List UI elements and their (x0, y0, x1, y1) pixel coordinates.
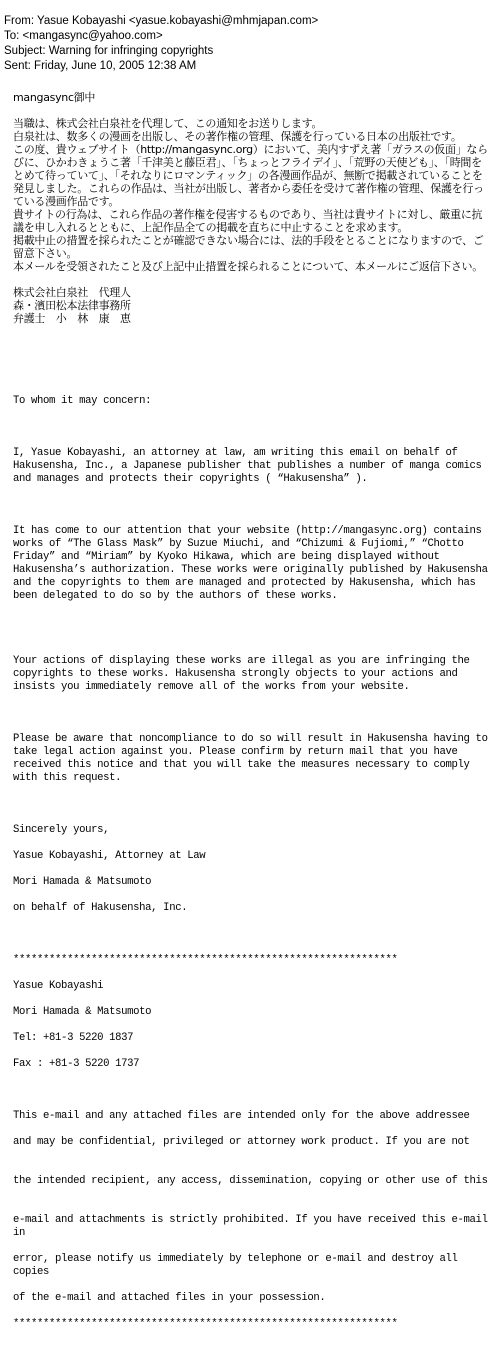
english-paragraph: Please be aware that noncompliance to do so will result in Hakusensha having to take legal action against you. Please confirm by return mail that you have received this notice and that you will take the measures necessary to comply with this request. (13, 733, 488, 784)
disclaimer-line: the intended recipient, any access, dissemination, copying or other use of this (13, 1175, 488, 1187)
disclaimer-line: error, please notify us immediately by telephone or e-mail and destroy all copies (13, 1253, 458, 1278)
english-signature-firm: Mori Hamada & Matsumoto (13, 876, 152, 888)
jp-paragraph: 当職は、株式会社白泉社を代理して、この通知をお送りします。 (13, 117, 323, 130)
english-signature-name: Yasue Kobayashi, Attorney at Law (13, 850, 206, 862)
footer-name: Yasue Kobayashi (13, 980, 104, 992)
footer-firm: Mori Hamada & Matsumoto (13, 1006, 152, 1018)
disclaimer-line: e-mail and attachments is strictly prohibited. If you have received this e-mail in (13, 1214, 488, 1239)
footer-fax: Fax : +81-3 5220 1737 (13, 1058, 140, 1070)
jp-paragraph: 貴サイトの行為は、これら作品の著作権を侵害するものであり、当社は貴サイトに対し、厳重に抗議を申し入れるとともに、上記作品全ての掲載を直ちに中止することを求めます。 (13, 208, 483, 234)
jp-salutation: mangasync御中 (13, 91, 96, 104)
subject-line: Subject: Warning for infringing copyrights (4, 45, 214, 57)
jp-paragraph: この度、貴ウェブサイト（http://mangasync.org）において、美内すずえ著「ガラスの仮面」ならびに、ひかわきょうこ著「千津美と藤臣君」、「ちょっとフライデイ」、「荒野の天使ども」、「時間をとめて待っていて」、「それなりにロマンティック」の各漫画作品が、無断で掲載されていることを発見しました。これらの作品は、当社が出版し、著者から委任を受けて著作権の管理、保護を行っている漫画作品です。 (13, 143, 488, 208)
footer-separator: **************************************************************** (13, 954, 398, 966)
email-header (4, 14, 318, 74)
english-paragraph: I, Yasue Kobayashi, an attorney at law, am writing this email on behalf of Hakusensha, Inc., a Japanese publisher that publishes a number of manga comics and manages and protects their copyrights ( “Hakusensha” ). (13, 447, 482, 485)
jp-signature-line: 株式会社白泉社 代理人 (13, 286, 131, 299)
disclaimer-line: of the e-mail and attached files in your possession. (13, 1292, 326, 1304)
english-paragraph: It has come to our attention that your website (http://mangasync.org) contains works of “The Glass Mask” by Suzue Miuchi, and “Chizumi & Fujiomi,” “Chotto Friday” and “Miriam” by Kyoko Hikawa, which are being displayed without Hakusensha’s authorization. These works were originally published by Hakusensha and the copyrights to them are managed and protected by Hakusensha, which has been delegated to do so by the authors of these works. (13, 525, 488, 602)
jp-paragraph: 掲載中止の措置を採られたことが確認できない場合には、法的手段をとることになりますので、ご留意下さい。 (13, 234, 484, 260)
jp-signature-line: 弁護士 小 林 康 恵 (13, 312, 131, 325)
english-closing: Sincerely yours, (13, 824, 110, 836)
to-line: To: <mangasync@yahoo.com> (4, 30, 163, 42)
footer-separator: **************************************************************** (13, 1318, 398, 1330)
jp-paragraph: 本メールを受領されたこと及び上記中止措置を採られることについて、本メールにご返信下さい。 (13, 260, 483, 273)
disclaimer-line: and may be confidential, privileged or attorney work product. If you are not (13, 1136, 470, 1148)
sent-line: Sent: Friday, June 10, 2005 12:38 AM (4, 60, 197, 72)
footer-tel: Tel: +81-3 5220 1837 (13, 1032, 134, 1044)
english-paragraph: Your actions of displaying these works are illegal as you are infringing the copyrights to these works. Hakusensha strongly objects to your actions and insists you immediately remove all of the works from your website. (13, 655, 470, 693)
english-signature-behalf: on behalf of Hakusensha, Inc. (13, 902, 188, 914)
jp-paragraph: 白泉社は、数多くの漫画を出版し、その著作権の管理、保護を行っている日本の出版社です。 (13, 130, 462, 143)
jp-signature-line: 森・濱田松本法律事務所 (13, 299, 131, 312)
english-greeting: To whom it may concern: (13, 395, 152, 407)
from-line: From: Yasue Kobayashi <yasue.kobayashi@mhmjapan.com> (4, 15, 319, 27)
disclaimer-line: This e-mail and any attached files are intended only for the above addressee (13, 1110, 470, 1122)
japanese-body (13, 91, 491, 325)
